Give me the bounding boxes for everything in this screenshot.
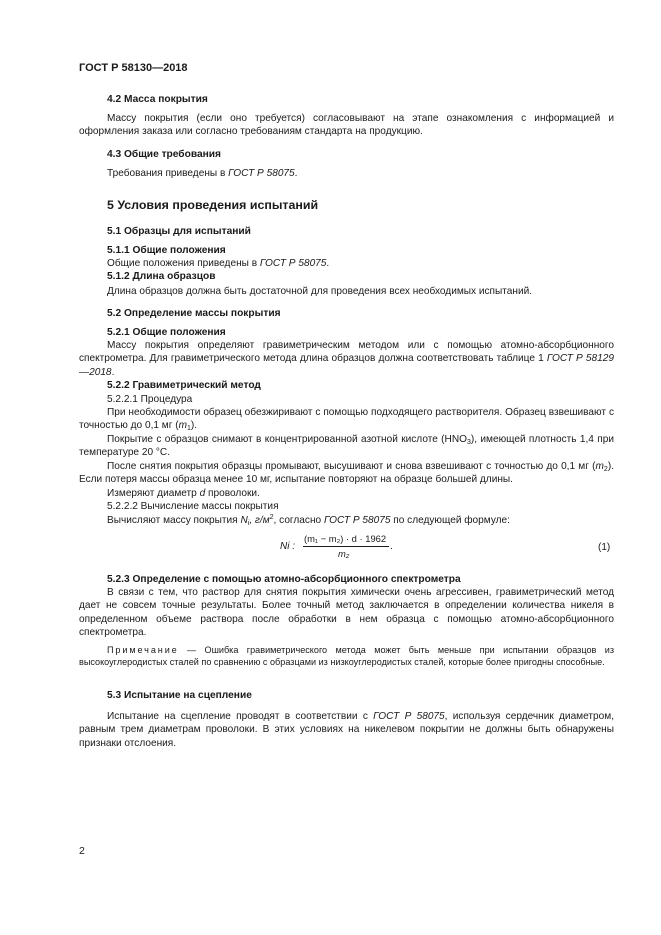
section-5-2-title: 5.2 Определение массы покрытия	[107, 308, 281, 319]
section-5-2-3-title: 5.2.3 Определение с помощью атомно-абсорбционного спектрометра	[107, 574, 461, 585]
formula-numerator: (m₁ − m₂) · d · 1962	[304, 533, 387, 544]
section-5-1-1-text: Общие положения приведены в ГОСТ Р 58075.	[107, 258, 330, 269]
procedure-paragraph-2: Покрытие с образцов снимают в концентрированной азотной кислоте $(HNO_3)$, имеющей плотность 1,4 при температуре 20 °С.	[79, 434, 614, 459]
section-5-2-2-1-title: 5.2.2.1 Процедура	[107, 394, 193, 405]
formula-denominator: m₂	[338, 548, 350, 559]
section-4-3-title: 4.3 Общие требования	[107, 149, 221, 160]
section-5-1-2-title: 5.1.2 Длина образцов	[107, 271, 216, 282]
procedure-paragraph-4: Измеряют диаметр d проволоки.	[107, 488, 260, 499]
running-header: ГОСТ Р 58130—2018	[79, 62, 188, 74]
standard-reference: ГОСТ Р 58075	[323, 515, 391, 526]
section-4-3-text: Требования приведены в ГОСТ Р 58075.	[107, 168, 298, 179]
section-5-1-2-text: Длина образцов должна быть достаточной для проведения всех необходимых испытаний.	[107, 286, 533, 297]
formula-1	[280, 533, 420, 563]
standard-reference: ГОСТ Р 58075	[228, 168, 295, 179]
note: Примечание — Ошибка гравиметрического метода может быть меньше при испытании образцов из высокоуглеродистых сталей по сравнению с образцами из низкоуглеродистых сталей, которые более пригодны способные.	[79, 645, 614, 668]
note-label: Примечание	[107, 645, 179, 655]
section-4-2-text: Массу покрытия (если оно требуется) согласовывают на этапе ознакомления с информацией и оформления заказа или согласно требованиям стандарта на продукцию.	[79, 113, 614, 138]
section-5-1-title: 5.1 Образцы для испытаний	[107, 226, 251, 237]
formula-end: .	[390, 541, 393, 552]
standard-reference: ГОСТ Р 58075	[373, 711, 445, 722]
section-5-title: 5 Условия проведения испытаний	[107, 198, 319, 212]
formula-number: (1)	[598, 542, 611, 553]
section-5-2-1-text: Массу покрытия определяют гравиметрическим методом или с помощью атомно-абсорбционного спектрометра. Для гравиметрического метода длина образцов должна соответствовать таблице 1 ГОСТ Р 58129—2018.	[79, 340, 614, 378]
section-5-2-2-2-title: 5.2.2.2 Вычисление массы покрытия	[107, 501, 279, 512]
fraction-bar	[303, 546, 389, 547]
page-number: 2	[79, 845, 85, 857]
section-5-2-3-text: В связи с тем, что раствор для снятия покрытия химически очень агрессивен, гравиметрический метод дает не совсем точные результаты. Более точный метод заключается в определении количества никеля в определенном объеме раствора после обработки в нем образца с помощью атомно-абсорбционного спектрометра.	[79, 587, 614, 639]
formula-lhs: Ni :	[280, 541, 295, 552]
section-5-2-1-title: 5.2.1 Общие положения	[107, 327, 226, 338]
section-5-3-text: Испытание на сцепление проводят в соответствии с ГОСТ Р 58075, используя сердечник диаметром, равным трем диаметрам проволоки. В этих условиях на никелевом покрытии не должны быть обнаружены признаки отслоения.	[79, 711, 614, 749]
section-5-2-2-title: 5.2.2 Гравиметрический метод	[107, 380, 261, 391]
procedure-paragraph-1: При необходимости образец обезжиривают с помощью подходящего растворителя. Образец взвешивают с точностью до 0,1 мг $(m_1)$.	[79, 407, 614, 433]
section-5-3-title: 5.3 Испытание на сцепление	[107, 690, 252, 701]
calculation-paragraph: Вычисляют массу покрытия $N_i$, $г/м^2$, согласно ГОСТ Р 58075 по следующей формуле:	[107, 514, 510, 527]
standard-reference: ГОСТ Р 58129—2018	[79, 353, 614, 378]
section-4-2-title: 4.2 Масса покрытия	[107, 94, 208, 105]
section-5-1-1-title: 5.1.1 Общие положения	[107, 245, 226, 256]
procedure-paragraph-3: После снятия покрытия образцы промывают, высушивают и снова взвешивают с точностью до 0,1 мг $(m_2)$. Если потеря массы образца менее 10 мг, испытание повторяют на образце большей длины.	[79, 461, 614, 486]
standard-reference: ГОСТ Р 58075	[259, 258, 327, 269]
